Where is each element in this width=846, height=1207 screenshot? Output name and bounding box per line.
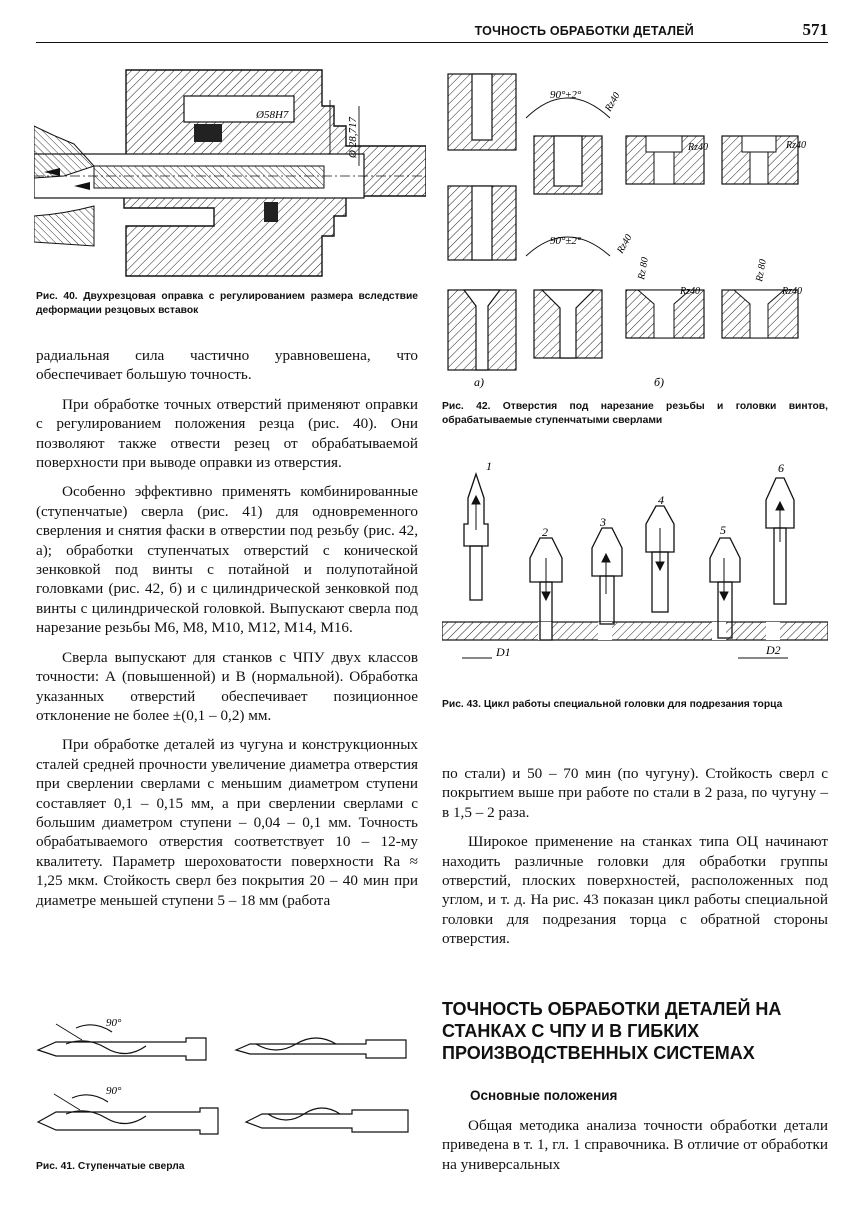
fig41-angle-1: 90°	[106, 1017, 122, 1029]
figure-42-drawing	[442, 68, 828, 392]
section-heading: ТОЧНОСТЬ ОБРАБОТКИ ДЕТАЛЕЙ НА СТАНКАХ С ЧПУ И В ГИБКИХ ПРОИЗВОДСТВЕННЫХ СИСТЕМАХ	[442, 999, 782, 1063]
fig42-rz40-1: Rz40	[603, 90, 623, 114]
running-header-title: ТОЧНОСТЬ ОБРАБОТКИ ДЕТАЛЕЙ	[474, 24, 694, 38]
fig43-num-2: 2	[542, 525, 548, 539]
fig42-label-b: б)	[654, 375, 665, 389]
fig42-rz40-5: Rz40	[680, 286, 700, 297]
figure-40-drawing	[34, 66, 426, 282]
figure-41-drawing	[36, 1014, 418, 1158]
fig43-num-3: 3	[600, 515, 606, 529]
left-paragraph-4: Сверла выпускают для станков с ЧПУ двух классов точности: А (повышенной) и В (нормальной). Обработка указанных отверстий обеспечивает позиционное отклонение не более ±(0,1 – 0,2) мм.	[36, 648, 418, 724]
fig43-num-1: 1	[486, 459, 492, 473]
figure-43-drawing	[442, 458, 828, 684]
fig42-rz40-6: Rz40	[782, 286, 802, 297]
fig42-rz40-4: Rz40	[615, 232, 635, 256]
header-rule	[36, 42, 828, 43]
figure-43-caption: Рис. 43. Цикл работы специальной головки для подрезания торца	[442, 699, 783, 710]
fig40-label-d28: Ø 28,717	[347, 117, 359, 158]
fig41-angle-2: 90°	[106, 1085, 122, 1097]
right-paragraph-3: Общая методика анализа точности обработки детали приведена в т. 1, гл. 1 справочника. В отличие от обработки на универсальных	[442, 1117, 828, 1173]
page-number: 571	[802, 20, 828, 39]
left-paragraph-5: При обработке деталей из чугуна и конструкционных сталей средней прочности увеличение диаметра отверстия при сверлении сверлами с меньшим диаметром ступени составляет 0,1 – 0,15 мм, а при сверлении сверлами с большим диаметром ступени – 0,04 – 0,1 мм. Точность обрабатываемого отверстия соответствует 10 – 12-му квалитету. Параметр шероховатости поверхности Ra ≈ 1,25 мкм. Стойкость сверл без покрытия 20 – 40 мин при диаметре меньшей ступени 5 – 18 мм (работа	[36, 736, 418, 909]
fig42-rz80-2: Rz 80	[754, 258, 769, 283]
fig40-label-d58: Ø58H7	[256, 109, 289, 121]
fig43-label-d2: D2	[766, 643, 781, 657]
fig43-num-6: 6	[778, 461, 784, 475]
fig42-angle-1: 90°±2°	[550, 89, 582, 101]
right-paragraph-1: по стали) и 50 – 70 мин (по чугуну). Стойкость сверл с покрытием выше при работе по стали в 2 раза, по чугуну – в 1,5 – 2 раза.	[442, 765, 828, 821]
left-paragraph-3: Особенно эффективно применять комбинированные (ступенчатые) сверла (рис. 41) для одновременного сверления и снятия фаски в отверстии под резьбу (рис. 42, а); обработки ступенчатых отверстий с конической зенковкой под винты с потайной и полупотайной головками (рис. 42, б) и с цилиндрической зенковкой под винты с цилиндрической головкой. Выпускают сверла под нарезание резьбы М6, М8, М10, М12, М14, М16.	[36, 483, 418, 637]
left-paragraph-1: радиальная сила частично уравновешена, что обеспечивает большую точность.	[36, 347, 418, 384]
figure-41-caption: Рис. 41. Ступенчатые сверла	[36, 1161, 185, 1172]
fig43-num-5: 5	[720, 523, 726, 537]
right-paragraph-2: Широкое применение на станках типа ОЦ начинают находить различные головки для обработки группы отверстий, плоских поверхностей, расположенных под углом, и т. д. На рис. 43 показан цикл работы специальной головки для подрезания торца с обратной стороны отверстия.	[442, 833, 828, 948]
figure-42-caption: Рис. 42. Отверстия под нарезание резьбы и головки винтов, обрабатываемые ступенчатыми сверлами	[442, 401, 828, 426]
fig42-rz80-1: Rz 80	[636, 256, 651, 281]
fig43-num-4: 4	[658, 493, 664, 507]
left-paragraph-2: При обработке точных отверстий применяют оправки с регулированием положения резца (рис. 40). Они позволяют также отвести резец от обрабатываемой поверхности при выводе оправки из отверстия.	[36, 395, 418, 472]
right-final-paragraph-block	[442, 1116, 828, 1174]
left-column-text	[36, 346, 418, 910]
fig42-angle-2: 90°±2°	[550, 235, 582, 247]
fig42-rz40-2: Rz40	[688, 142, 708, 153]
fig42-label-a: а)	[474, 375, 484, 389]
subsection-heading: Основные положения	[470, 1088, 618, 1103]
fig43-label-d1: D1	[496, 645, 511, 659]
figure-40-caption: Рис. 40. Двухрезцовая оправка с регулированием размера вследствие деформации резцовых вставок	[36, 291, 418, 316]
fig42-rz40-3: Rz40	[786, 140, 806, 151]
right-column-text	[442, 764, 828, 949]
